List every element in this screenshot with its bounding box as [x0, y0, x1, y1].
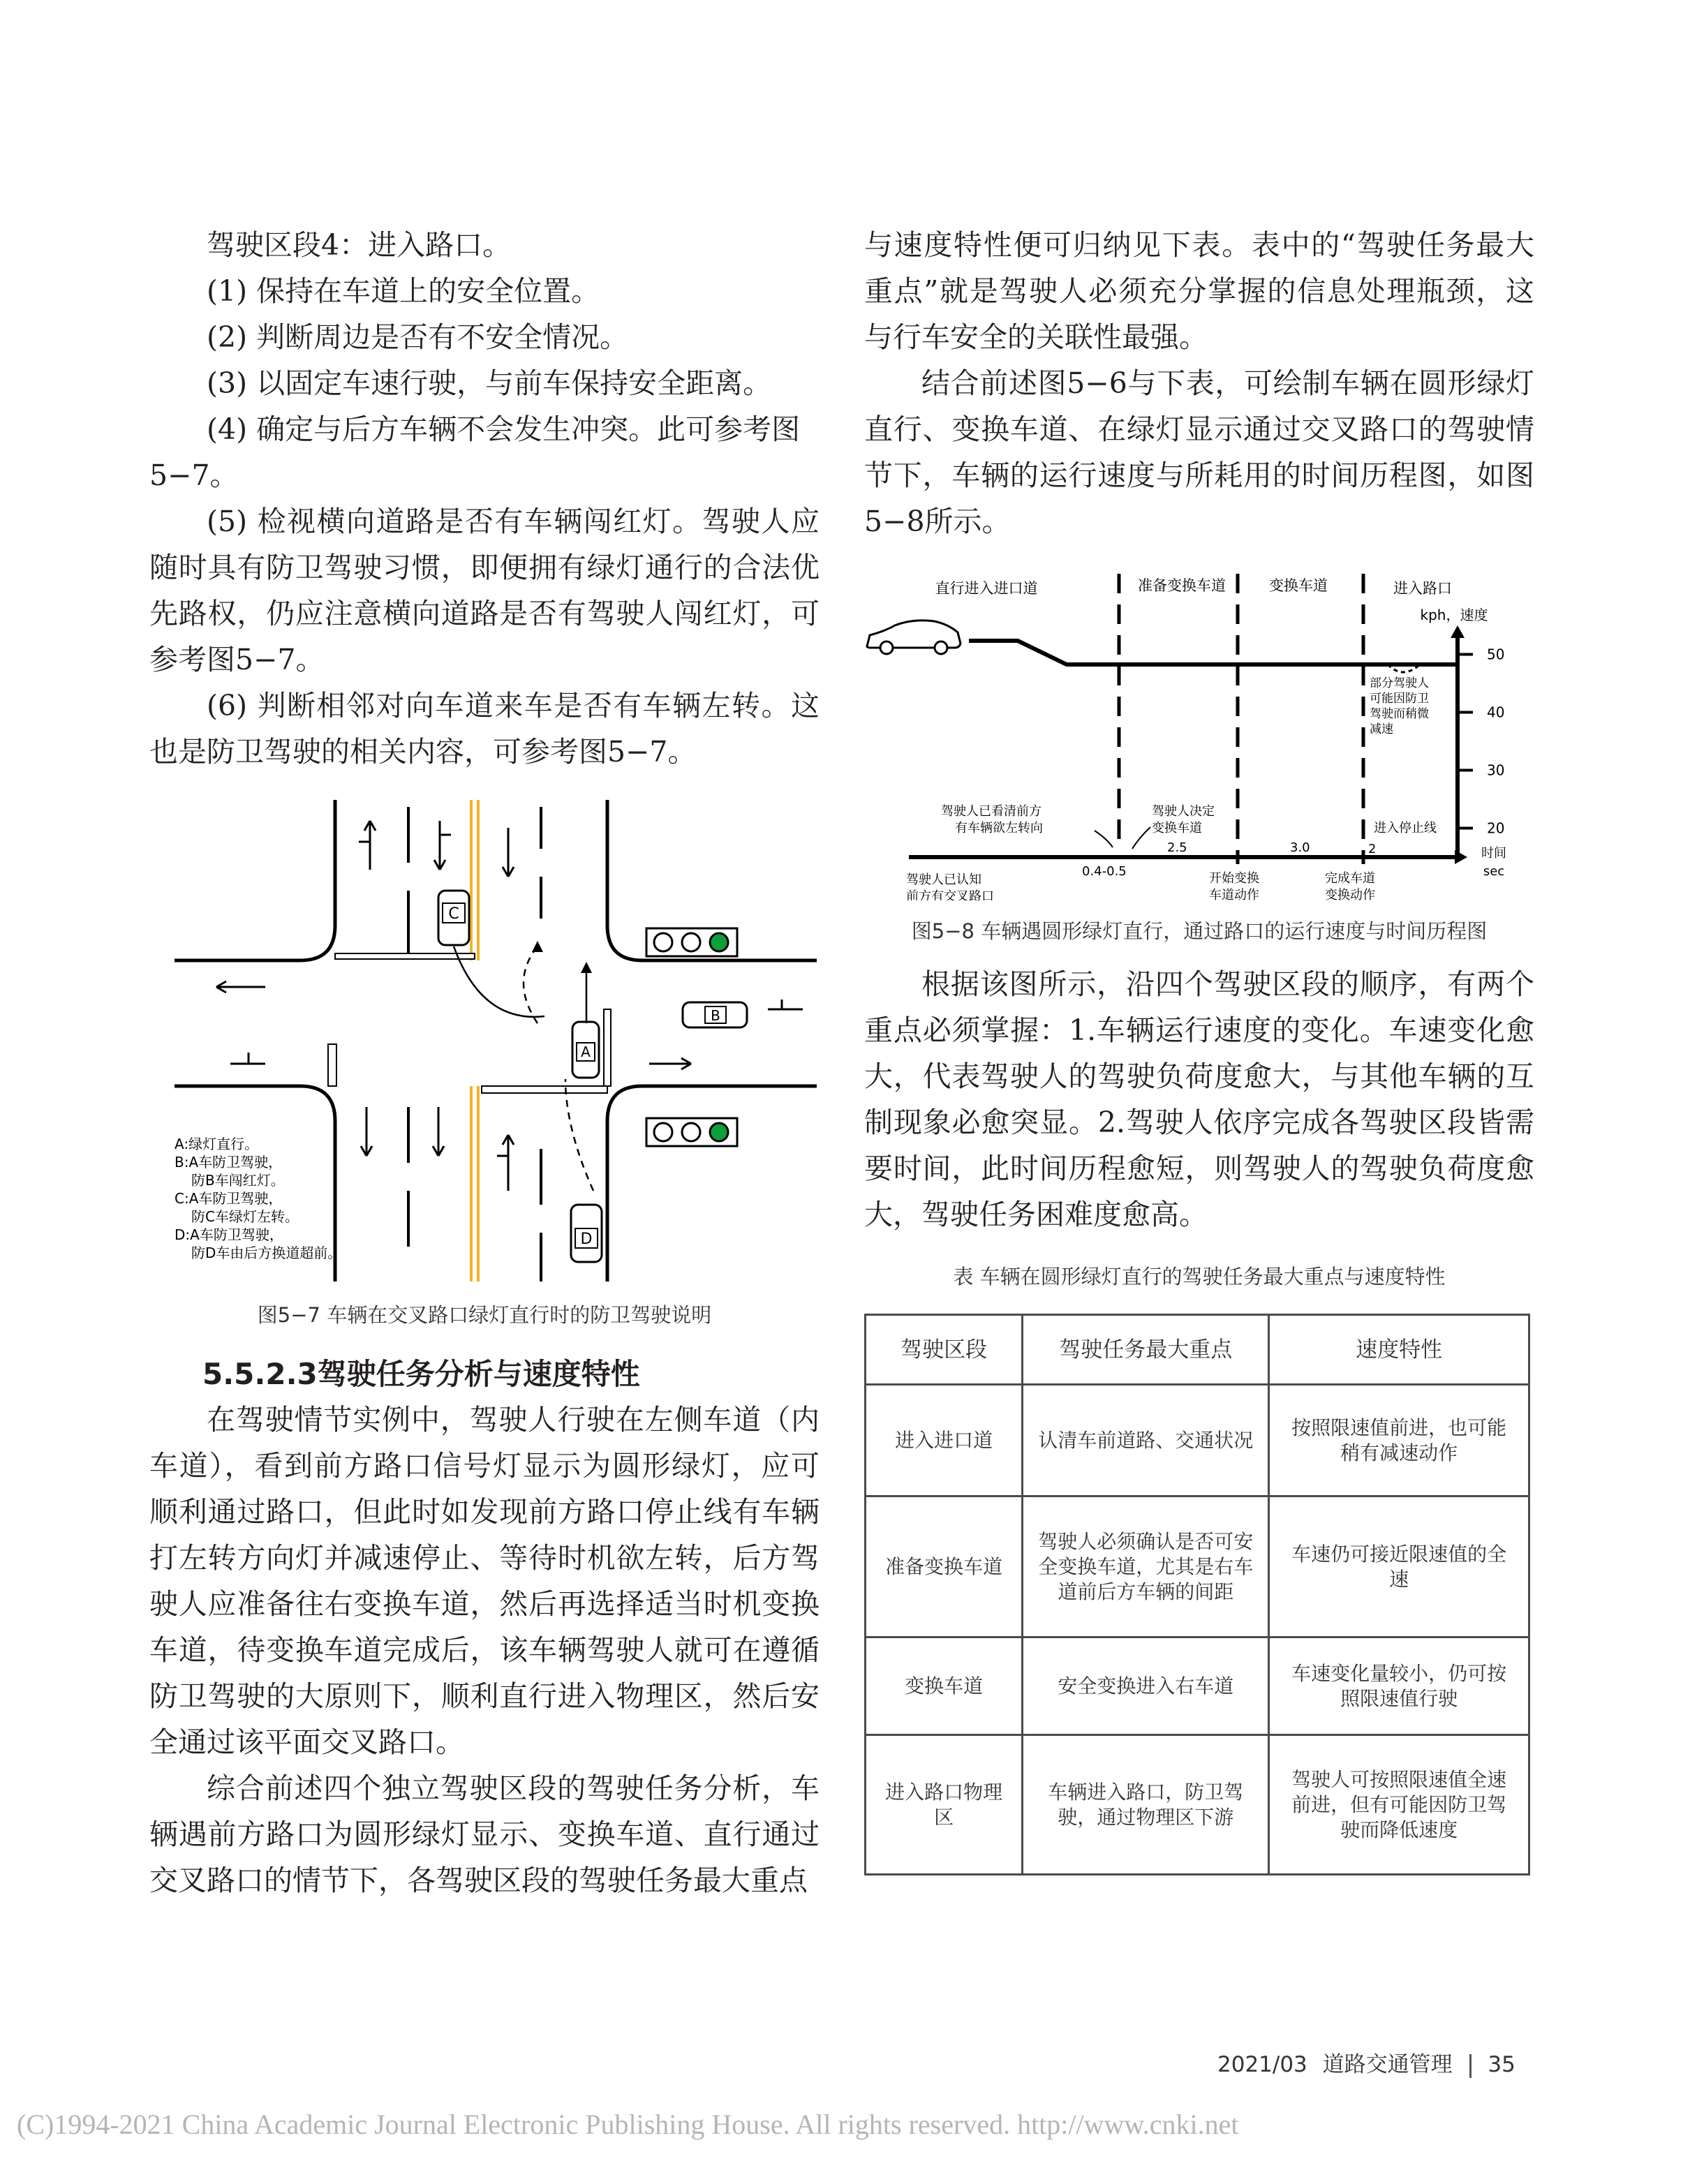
x-axis-unit: sec — [1483, 864, 1505, 879]
figure-5-7 — [175, 800, 817, 1282]
left-column — [149, 222, 820, 1903]
stop-line-west — [328, 1044, 336, 1086]
car-c — [438, 891, 469, 945]
annotation-saw-left — [941, 804, 1043, 835]
svg-text:驾驶而稍微: 驾驶而稍微 — [1370, 707, 1429, 721]
car-b — [683, 1002, 747, 1027]
list-item-5: (5) 检视横向道路是否有车辆闯红灯。驾驶人应随时具有防卫驾驶习惯，即便拥有绿灯通行的合法优先路权，仍应注意横向道路是否有驾驶人闯红灯，可参考图5−7。 — [149, 505, 820, 676]
annotation-aware — [906, 872, 994, 900]
y-tick-label: 50 — [1487, 646, 1505, 663]
figure-5-8-caption: 图5−8 车辆遇圆形绿灯直行，通过路口的运行速度与时间历程图 — [911, 919, 1488, 943]
page-number: 35 — [1488, 2052, 1515, 2077]
table-title: 表 车辆在圆形绿灯直行的驾驶任务最大重点与速度特性 — [953, 1265, 1446, 1288]
list-item-4-line1: (4) 确定与后方车辆不会发生冲突。此可参考图 — [207, 413, 801, 446]
annotation-decide — [1152, 804, 1215, 835]
copyright-notice: (C)1994-2021 China Academic Journal Electronic Publishing House. All rights reserved. http://www.cnki.net — [17, 2109, 1239, 2140]
issue-date: 2021/03 — [1217, 2052, 1307, 2077]
list-item: (3) 以固定车速行驶，与前车保持安全距离。 — [207, 366, 772, 400]
zone-label: 准备变换车道 — [1138, 577, 1226, 594]
paragraph: 综合前述四个独立驾驶区段的驾驶任务分析，车辆遇前方路口为圆形绿灯显示、变换车道、直行通过交叉路口的情节下，各驾驶区段的驾驶任务最大重点 — [149, 1771, 820, 1897]
path-d-overtake — [565, 1079, 593, 1191]
paragraph: 与速度特性便可归纳见下表。表中的“驾驶任务最大重点”就是驾驶人必须充分掌握的信息处理瓶颈，这与行车安全的关联性最强。 — [864, 228, 1534, 354]
car-b-label: B — [711, 1007, 720, 1024]
y-ticks — [1458, 646, 1504, 837]
y-tick-label: 20 — [1487, 819, 1505, 837]
svg-text:车道动作: 车道动作 — [1209, 888, 1259, 900]
table-cell: 安全变换进入右车道 — [1023, 1637, 1269, 1735]
zone-label: 直行进入进口道 — [935, 580, 1038, 597]
duration-label: 2.5 — [1167, 840, 1187, 855]
list-item-4-line2: 5−7。 — [149, 459, 239, 492]
traffic-light-south — [646, 1118, 737, 1146]
table-cell: 车辆进入路口，防卫驾驶，通过物理区下游 — [1023, 1735, 1269, 1875]
road-edge-se — [607, 1086, 817, 1282]
speed-line — [969, 641, 1458, 664]
annotation-stopline: 进入停止线 — [1374, 821, 1437, 835]
page-footer — [1217, 2046, 1515, 2078]
list-item: (2) 判断周边是否有不安全情况。 — [207, 320, 629, 354]
paragraph: 在驾驶情节实例中，驾驶人行驶在左侧车道（内车道），看到前方路口信号灯显示为圆形绿灯，应可顺利通过路口，但此时如发现前方路口停止线有车辆打左转方向灯并减速停止、等待时机欲左转，后方驾驶人应准备往右变换车道，然后再选择适当时机变换车道，待变换车道完成后，该车辆驾驶人就可在遵循防卫驾驶的大原则下，顺利直行进入物理区，然后安全通过该平面交叉路口。 — [149, 1403, 820, 1759]
table-cell: 驾驶人必须确认是否可安全变换车道，尤其是右车道前后方车辆的间距 — [1023, 1496, 1269, 1637]
stop-line-north — [335, 953, 475, 959]
car-d-label: D — [580, 1231, 593, 1248]
section-heading: 5.5.2.3驾驶任务分析与速度特性 — [202, 1357, 640, 1391]
footer-divider — [1469, 2054, 1472, 2078]
section4-title: 驾驶区段4：进入路口。 — [207, 228, 512, 262]
car-a-label: A — [581, 1043, 591, 1060]
table-row — [866, 1385, 1529, 1496]
figure-5-8 — [864, 565, 1534, 900]
table-cell: 变换车道 — [866, 1637, 1023, 1735]
road-edge-nw — [175, 800, 335, 960]
legend-line: B:A车防卫驾驶， — [175, 1154, 283, 1171]
table-header: 速度特性 — [1269, 1315, 1529, 1385]
table-cell: 准备变换车道 — [866, 1496, 1023, 1637]
table-cell: 进入路口物理区 — [866, 1735, 1023, 1875]
stop-line-east — [604, 1009, 611, 1086]
legend-line: 防C车绿灯左转。 — [191, 1208, 299, 1225]
speed-time-chart — [864, 565, 1534, 900]
annotation-finish-change — [1325, 871, 1375, 900]
list-item: (1) 保持在车道上的安全位置。 — [207, 274, 600, 308]
table-header: 驾驶区段 — [866, 1315, 1023, 1385]
annotation-slowdown — [1370, 676, 1429, 736]
car-c-label: C — [448, 905, 459, 923]
car-d — [571, 1205, 602, 1262]
table-cell: 进入进口道 — [866, 1385, 1023, 1496]
legend-line: 防B车闯红灯。 — [191, 1172, 285, 1189]
table-row — [866, 1496, 1529, 1637]
table-cell: 驾驶人可按照限速值全速前进，但有可能因防卫驾驶而降低速度 — [1269, 1735, 1529, 1875]
svg-text:前方有交叉路口: 前方有交叉路口 — [906, 889, 994, 900]
duration-label: 2 — [1368, 842, 1377, 856]
table-cell: 按照限速值前进，也可能稍有减速动作 — [1269, 1385, 1529, 1496]
journal-name: 道路交通管理 — [1322, 2052, 1453, 2077]
table-cell: 车速变化量较小，仍可按照限速值行驶 — [1269, 1637, 1529, 1735]
intersection-diagram — [175, 800, 817, 1282]
table-cell: 车速仍可接近限速值的全速 — [1269, 1496, 1529, 1637]
duration-label: 3.0 — [1290, 840, 1310, 855]
svg-text:驾驶人决定: 驾驶人决定 — [1152, 804, 1215, 819]
legend-line: D:A车防卫驾驶， — [175, 1226, 283, 1243]
traffic-light-north — [646, 928, 737, 956]
duration-label: 0.4-0.5 — [1082, 864, 1127, 879]
y-axis-arrow — [1451, 625, 1465, 638]
x-axis-label: 时间 — [1481, 846, 1506, 861]
svg-text:驾驶人已认知: 驾驶人已认知 — [906, 872, 981, 887]
figure-5-7-caption: 图5−7 车辆在交叉路口绿灯直行时的防卫驾驶说明 — [257, 1303, 712, 1327]
table-cell: 认清车前道路、交通状况 — [1023, 1385, 1269, 1496]
svg-text:部分驾驶人: 部分驾驶人 — [1370, 676, 1429, 690]
table-header: 驾驶任务最大重点 — [1023, 1315, 1269, 1385]
zone-label: 进入路口 — [1393, 580, 1452, 597]
zone-label: 变换车道 — [1269, 577, 1328, 594]
car-icon — [867, 621, 961, 654]
table-row — [866, 1735, 1529, 1875]
table-header-row — [866, 1315, 1529, 1385]
svg-text:驾驶人已看清前方: 驾驶人已看清前方 — [941, 804, 1042, 819]
y-tick-label: 30 — [1487, 762, 1505, 779]
arrow-head — [532, 941, 543, 952]
car-a — [572, 1022, 599, 1078]
svg-text:开始变换: 开始变换 — [1209, 871, 1259, 886]
arrow-head — [581, 962, 592, 973]
svg-text:可能因防卫: 可能因防卫 — [1370, 692, 1429, 706]
right-column — [864, 222, 1534, 1875]
svg-text:变换动作: 变换动作 — [1325, 888, 1375, 900]
lane-arrows-north — [359, 821, 514, 877]
legend-line: 防D车由后方换道超前。 — [191, 1245, 342, 1261]
pointer — [1132, 827, 1150, 849]
speed-characteristics-table — [864, 1314, 1530, 1875]
y-tick-label: 40 — [1487, 704, 1505, 721]
annotation-start-change — [1209, 871, 1259, 900]
path-lane-change — [524, 946, 538, 1023]
svg-text:有车辆欲左转向: 有车辆欲左转向 — [955, 821, 1043, 835]
paragraph: 结合前述图5−6与下表，可绘制车辆在圆形绿灯直行、变换车道、在绿灯显示通过交叉路口的驾驶情节下，车辆的运行速度与所耗用的时间历程图，如图5−8所示。 — [864, 366, 1534, 538]
figure-legend — [175, 1136, 341, 1261]
stop-line-south — [482, 1086, 607, 1093]
lane-arrows-south — [361, 1107, 514, 1191]
svg-text:减速: 减速 — [1370, 722, 1393, 736]
paragraph: 根据该图所示，沿四个驾驶区段的顺序，有两个重点必须掌握：1.车辆运行速度的变化。车速变化愈大，代表驾驶人的驾驶负荷度愈大，与其他车辆的互制现象必愈突显。2.驾驶人依序完成各驾驶区段皆需要时间，此时间历程愈短，则驾驶人的驾驶负荷度愈大，驾驶任务困难度愈高。 — [864, 967, 1534, 1231]
y-axis-label: kph，速度 — [1420, 607, 1488, 623]
svg-text:完成车道: 完成车道 — [1325, 871, 1375, 886]
legend-line: C:A车防卫驾驶， — [175, 1190, 283, 1207]
list-item-6: (6) 判断相邻对向车道来车是否有车辆左转。这也是防卫驾驶的相关内容，可参考图5−7。 — [149, 689, 820, 768]
table-row — [866, 1637, 1529, 1735]
pointer — [1095, 831, 1113, 847]
legend-line: A:绿灯直行。 — [175, 1136, 259, 1152]
svg-text:变换车道: 变换车道 — [1152, 821, 1202, 835]
